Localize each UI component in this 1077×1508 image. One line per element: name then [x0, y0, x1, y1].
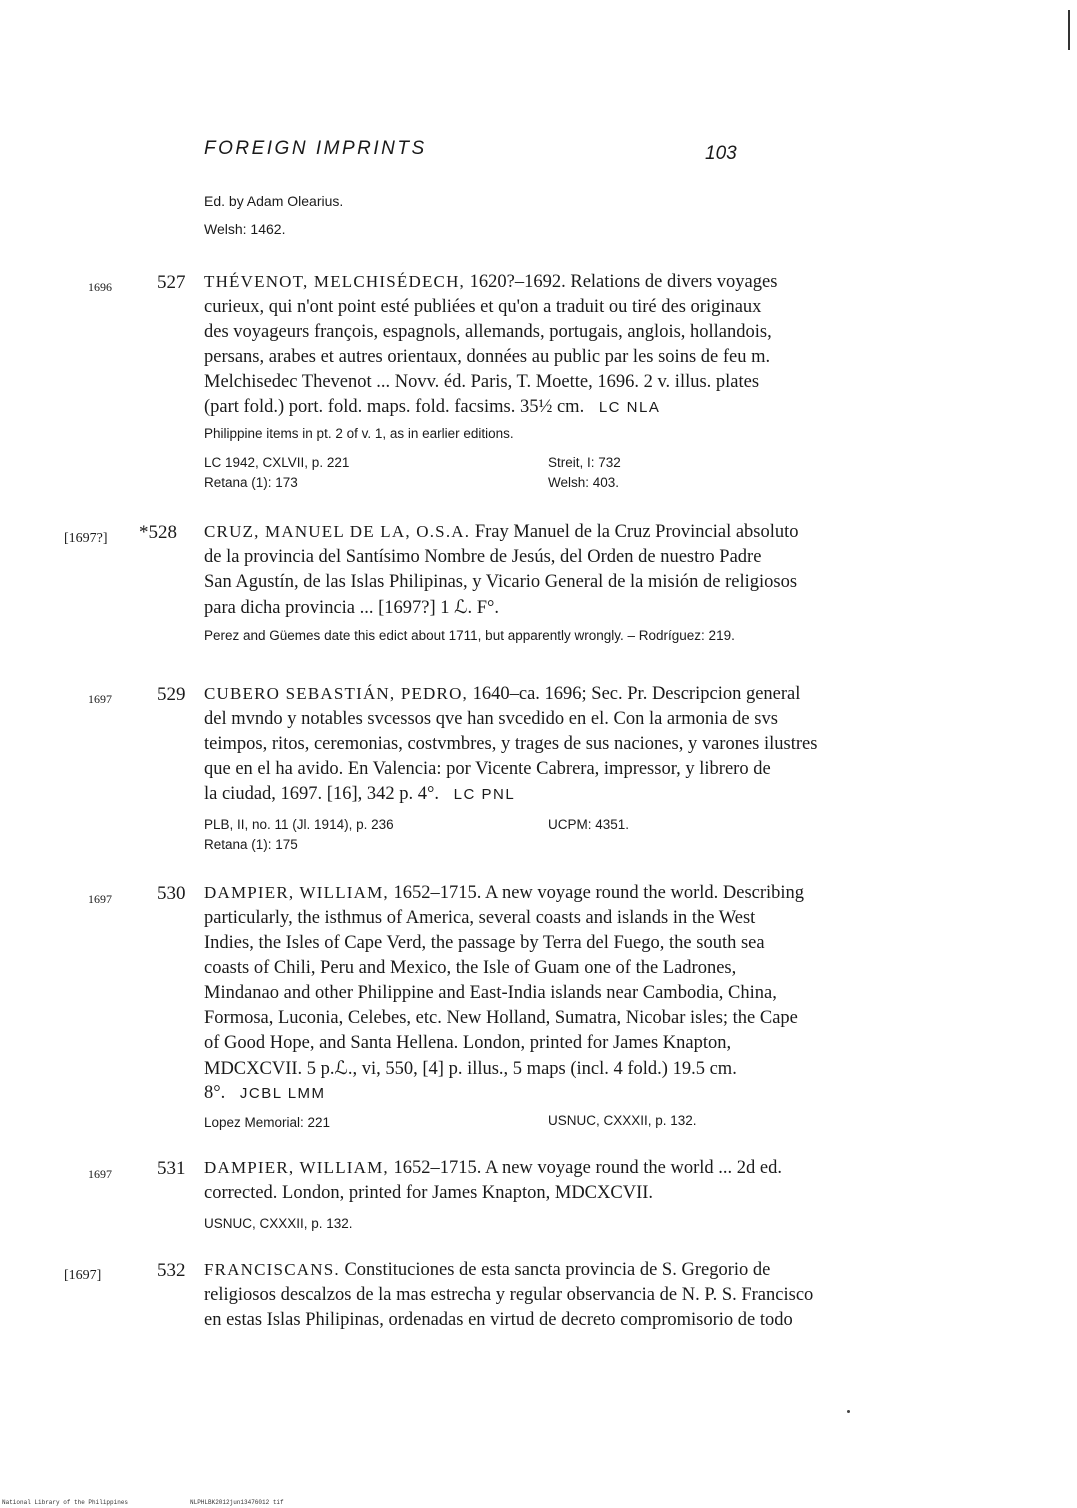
entry-line: teimpos, ritos, ceremonias, costvmbres, y trages de sus naciones, y varones ilustres	[204, 734, 818, 754]
entry-locations: LC NLA	[598, 399, 661, 416]
entry-line: particularly, the isthmus of America, several coasts and islands in the West	[204, 908, 756, 928]
entry-title-start: 1652–1715. A new voyage round the world. Describing	[393, 883, 805, 903]
entry-year: [1697?]	[64, 531, 108, 546]
footer-library: National Library of the Philippines	[2, 1499, 129, 1506]
entry-number: 531	[157, 1158, 186, 1179]
running-header: FOREIGN IMPRINTS	[204, 138, 427, 159]
entry-author: DAMPIER, WILLIAM,	[204, 883, 389, 902]
entry-first-line	[204, 1260, 770, 1281]
entry-year: 1697	[88, 692, 112, 706]
entry-first-line	[204, 272, 777, 293]
intro-editor: Ed. by Adam Olearius.	[204, 193, 344, 209]
entry-ref: UCPM: 4351.	[548, 817, 630, 832]
entry-line: Mindanao and other Philippine and East-India islands near Cambodia, China,	[204, 983, 777, 1003]
entry-ref: USNUC, CXXXII, p. 132.	[204, 1216, 353, 1231]
entry-title-start: 1640–ca. 1696; Sec. Pr. Descripcion general	[472, 684, 801, 704]
entry-ref: Lopez Memorial: 221	[204, 1115, 331, 1130]
entry-first-line	[204, 1158, 782, 1179]
entry-ref: Welsh: 403.	[548, 475, 620, 490]
entry-number: 527	[157, 272, 186, 293]
entry-line: persans, arabes et autres orientaux, données au public par les soins de feu m.	[204, 347, 771, 367]
entry-line-text: la ciudad, 1697. [16], 342 p. 4°.	[204, 784, 440, 804]
entry-author: DAMPIER, WILLIAM,	[204, 1158, 389, 1177]
entry-line: Indies, the Isles of Cape Verd, the passage by Terra del Fuego, the south sea	[204, 933, 765, 953]
scan-edge-mark	[1068, 10, 1070, 50]
entry-author: CRUZ, MANUEL DE LA, O.S.A.	[204, 522, 471, 541]
entry-number: 530	[157, 883, 186, 904]
entry-first-line	[204, 883, 804, 904]
entry-line: Formosa, Luconia, Celebes, etc. New Holland, Sumatra, Nicobar isles; the Cape	[204, 1008, 798, 1028]
entry-line-text: (part fold.) port. fold. maps. fold. facsims. 35½ cm.	[204, 397, 585, 417]
entry-year: 1697	[88, 892, 112, 906]
entry-locations: JCBL LMM	[239, 1085, 326, 1102]
entry-line	[204, 1083, 326, 1104]
entry-author: FRANCISCANS.	[204, 1260, 340, 1279]
entry-title-start: Constituciones de esta sancta provincia de S. Gregorio de	[344, 1260, 771, 1280]
entry-year: [1697]	[64, 1268, 102, 1283]
entry-title-start: Fray Manuel de la Cruz Provincial absoluto	[474, 522, 799, 542]
entry-line: religiosos descalzos de la mas estrecha y regular observancia de N. P. S. Francisco	[204, 1285, 814, 1305]
entry-line: corrected. London, printed for James Knapton, MDCXCVII.	[204, 1183, 654, 1203]
intro-welsh: Welsh: 1462.	[204, 221, 286, 237]
footer-filename: NLPHLBK2012jun13476012 tif	[190, 1499, 284, 1506]
entry-ref: Retana (1): 175	[204, 837, 298, 852]
entry-line: San Agustín, de las Islas Philipinas, y Vicario General de la misión de religiosos	[204, 572, 798, 592]
page-number: 103	[705, 143, 737, 164]
entry-title-start: 1652–1715. A new voyage round the world ... 2d ed.	[393, 1158, 782, 1178]
entry-note: Philippine items in pt. 2 of v. 1, as in earlier editions.	[204, 426, 514, 441]
entry-author: THÉVENOT, MELCHISÉDECH,	[204, 272, 466, 291]
entry-line: del mvndo y notables svcessos qve han svcedido en el. Con la armonia de svs	[204, 709, 778, 729]
scan-speck	[847, 1410, 850, 1413]
entry-line: en estas Islas Philipinas, ordenadas en virtud de decreto compromisorio de todo	[204, 1310, 793, 1330]
entry-first-line	[204, 522, 799, 543]
entry-note: Perez and Güemes date this edict about 1711, but apparently wrongly. – Rodríguez: 219.	[204, 628, 735, 643]
entry-locations: LC PNL	[453, 786, 516, 803]
entry-number: 529	[157, 684, 186, 705]
entry-line: of Good Hope, and Santa Hellena. London, printed for James Knapton,	[204, 1033, 732, 1053]
entry-line	[204, 397, 660, 418]
entry-line: para dicha provincia ... [1697?] 1 ℒ. F°.	[204, 598, 500, 618]
entry-title-start: 1620?–1692. Relations de divers voyages	[469, 272, 778, 292]
entry-line: coasts of Chili, Peru and Mexico, the Isle of Guam one of the Ladrones,	[204, 958, 737, 978]
entry-line: que en el ha avido. En Valencia: por Vicente Cabrera, impressor, y librero de	[204, 759, 771, 779]
entry-line: des voyageurs françois, espagnols, allemands, portugais, anglois, hollandois,	[204, 322, 772, 342]
entry-ref: USNUC, CXXXII, p. 132.	[548, 1113, 697, 1128]
entry-author: CUBERO SEBASTIÁN, PEDRO,	[204, 684, 468, 703]
entry-number: 532	[157, 1260, 186, 1281]
entry-line: de la provincia del Santísimo Nombre de Jesús, del Orden de nuestro Padre	[204, 547, 762, 567]
entry-year: 1697	[88, 1167, 112, 1181]
entry-line: MDCXCVII. 5 p.ℒ., vi, 550, [4] p. illus., 5 maps (incl. 4 fold.) 19.5 cm.	[204, 1059, 737, 1079]
entry-ref: Streit, I: 732	[548, 455, 621, 470]
entry-ref: Retana (1): 173	[204, 475, 298, 490]
entry-line-text: 8°.	[204, 1083, 226, 1103]
entry-line: Melchisedec Thevenot ... Novv. éd. Paris, T. Moette, 1696. 2 v. illus. plates	[204, 372, 760, 392]
entry-line: curieux, qui n'ont point esté publiées et qu'on a traduit ou tiré des originaux	[204, 297, 762, 317]
entry-first-line	[204, 684, 800, 705]
entry-ref: PLB, II, no. 11 (Jl. 1914), p. 236	[204, 817, 394, 832]
entry-line	[204, 784, 515, 805]
entry-year: 1696	[88, 280, 112, 294]
entry-number: *528	[139, 522, 177, 543]
entry-ref: LC 1942, CXLVII, p. 221	[204, 455, 350, 470]
